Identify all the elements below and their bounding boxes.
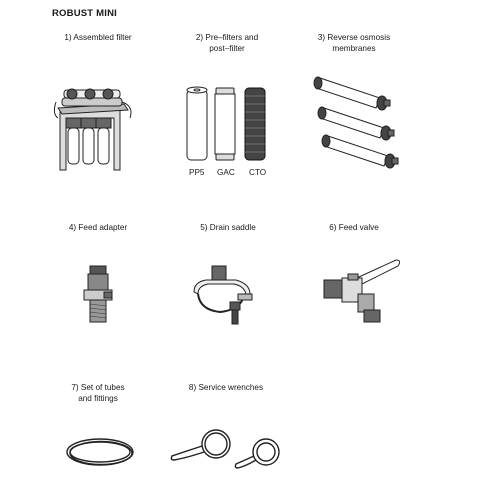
caption-tubes-fittings: 7) Set of tubes and fittings <box>71 383 125 403</box>
label-gac: GAC <box>217 168 235 177</box>
caption-feed-valve: 6) Feed valve <box>329 223 379 232</box>
feed-valve-illustration <box>318 254 404 326</box>
label-cto: CTO <box>249 168 267 177</box>
caption-service-wrenches: 8) Service wrenches <box>188 383 264 392</box>
drain-saddle-illustration <box>190 262 256 328</box>
caption-feed-adapter: 4) Feed adapter <box>68 223 128 232</box>
document-title: ROBUST MINI <box>52 8 118 19</box>
caption-pre-post-filters: 2) Pre–filters and post–filter <box>195 33 259 53</box>
pp5-filter-illustration <box>186 86 208 162</box>
tubes-illustration <box>64 432 136 470</box>
assembled-filter-illustration <box>54 84 138 174</box>
caption-ro-membranes: 3) Reverse osmosis membranes <box>317 33 391 53</box>
label-pp5: PP5 <box>189 168 205 177</box>
service-wrenches-illustration <box>166 424 290 474</box>
feed-adapter-illustration <box>82 264 114 326</box>
gac-filter-illustration <box>213 86 237 162</box>
caption-assembled-filter: 1) Assembled filter <box>64 33 132 42</box>
caption-drain-saddle: 5) Drain saddle <box>200 223 256 232</box>
ro-membranes-illustration <box>310 72 410 172</box>
cto-filter-illustration <box>243 86 267 162</box>
